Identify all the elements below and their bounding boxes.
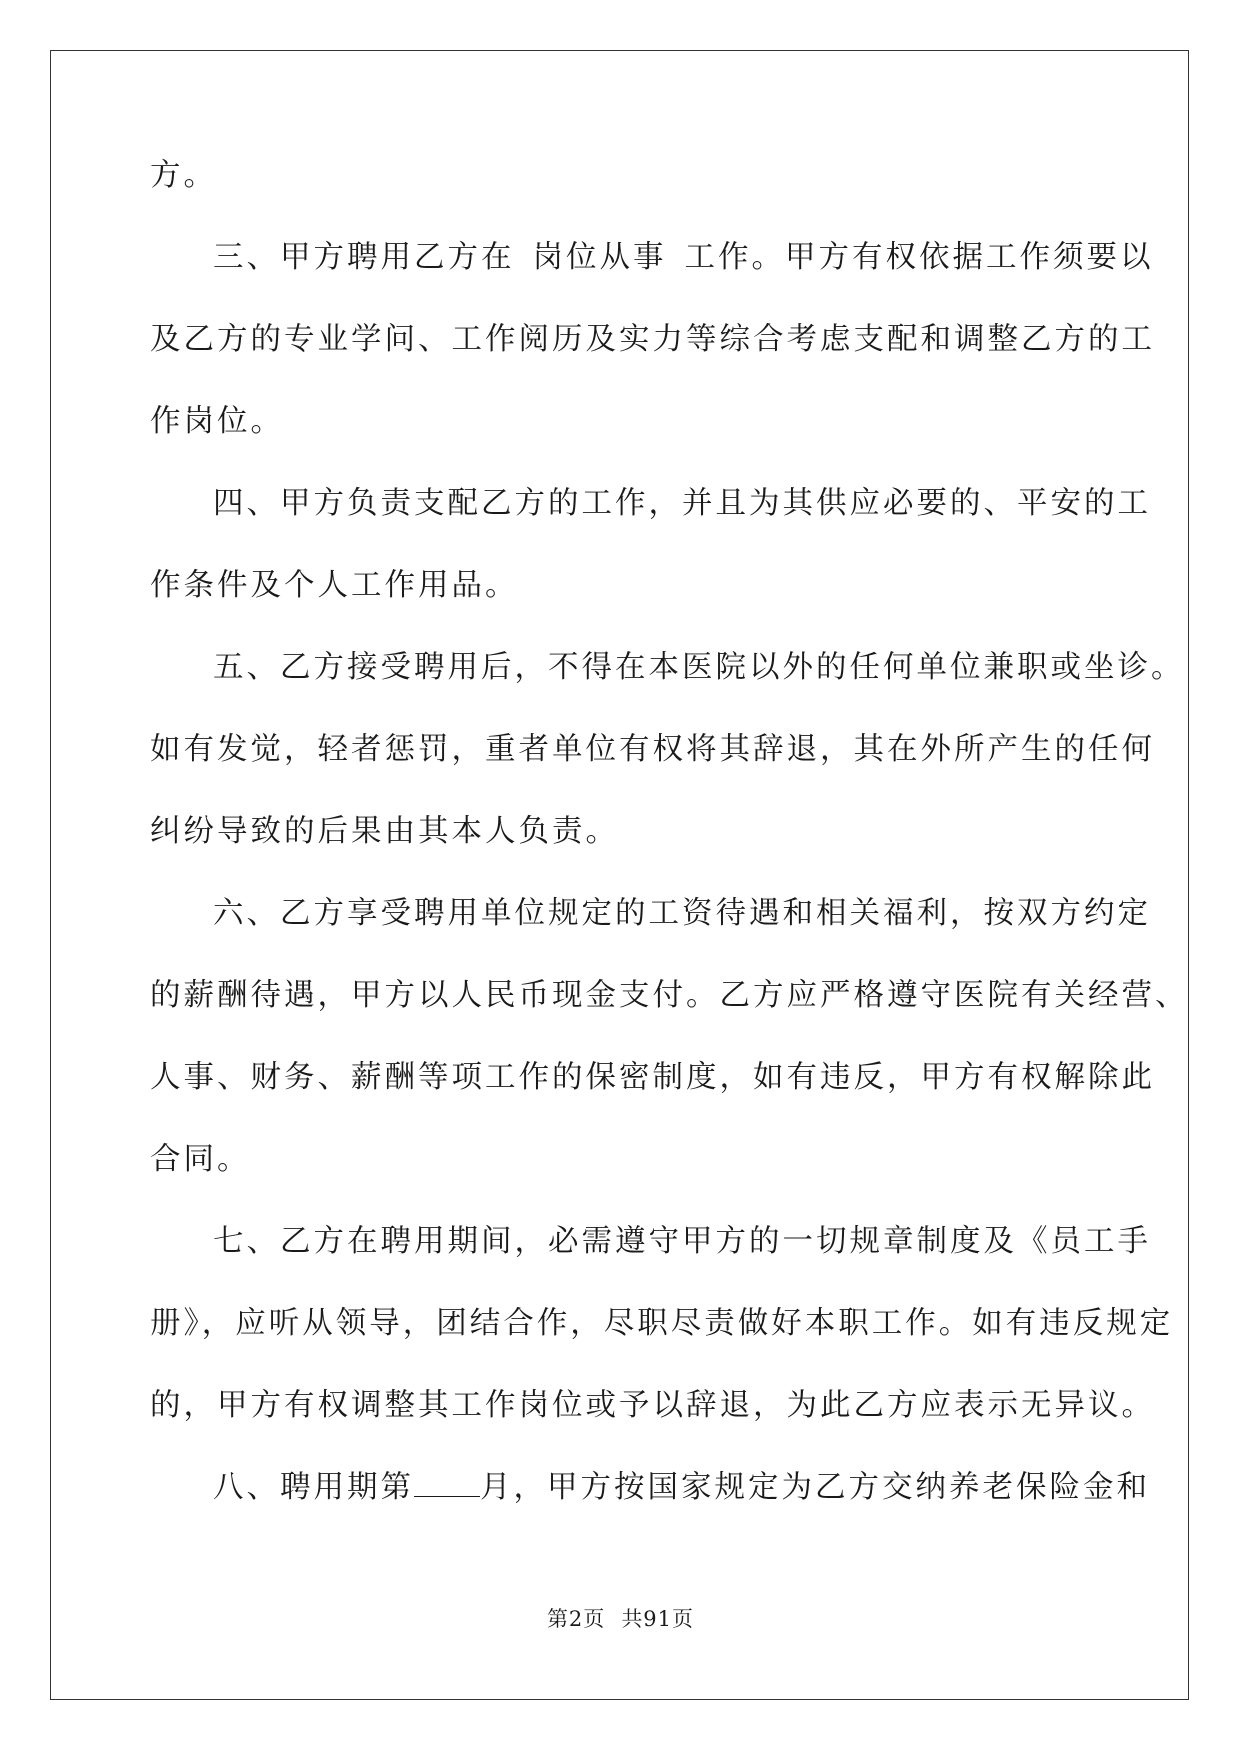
text-line: 册》，应听从领导，团结合作，尽职尽责做好本职工作。如有违反规定 xyxy=(150,1306,1174,1341)
text-fragment: 工作。甲方有权依据工作须要以 xyxy=(684,240,1154,275)
page-footer xyxy=(0,1603,1241,1633)
clause-seven-line: 七、乙方在聘用期间，必需遵守甲方的一切规章制度及《员工手 xyxy=(213,1224,1151,1259)
text-line: 作条件及个人工作用品。 xyxy=(150,568,519,603)
clause-eight-line xyxy=(150,1470,1150,1552)
text-line: 方。 xyxy=(150,158,217,193)
clause-three-line xyxy=(150,240,1154,322)
text-line: 合同。 xyxy=(150,1142,251,1177)
text-line: 纠纷导致的后果由其本人负责。 xyxy=(150,814,619,849)
clause-five-line: 五、乙方接受聘用后，不得在本医院以外的任何单位兼职或坐诊。 xyxy=(213,650,1185,685)
text-line: 及乙方的专业学问、工作阅历及实力等综合考虑支配和调整乙方的工 xyxy=(150,322,1155,357)
text-line: 人事、财务、薪酬等项工作的保密制度，如有违反，甲方有权解除此 xyxy=(150,1060,1155,1095)
text-fragment: 三、甲方聘用乙方在 xyxy=(213,240,515,275)
text-line: 如有发觉，轻者惩罚，重者单位有权将其辞退，其在外所产生的任何 xyxy=(150,732,1155,767)
text-line: 作岗位。 xyxy=(150,404,284,439)
text-fragment: 岗位从事 xyxy=(532,240,667,275)
contract-body xyxy=(150,158,1189,1552)
text-fragment: 八、聘用期第 xyxy=(213,1470,414,1505)
total-pages: 共91页 xyxy=(621,1607,695,1631)
text-line: 的，甲方有权调整其工作岗位或予以辞退，为此乙方应表示无异议。 xyxy=(150,1388,1155,1423)
page-number: 第2页 xyxy=(546,1607,606,1631)
clause-six-line: 六、乙方享受聘用单位规定的工资待遇和相关福利，按双方约定 xyxy=(213,896,1151,931)
text-line: 的薪酬待遇，甲方以人民币现金支付。乙方应严格遵守医院有关经营、 xyxy=(150,978,1189,1013)
clause-four-line: 四、甲方负责支配乙方的工作，并且为其供应必要的、平安的工 xyxy=(213,486,1151,521)
text-fragment: 月，甲方按国家规定为乙方交纳养老保险金和 xyxy=(480,1470,1150,1505)
fill-in-blank xyxy=(414,1470,480,1497)
